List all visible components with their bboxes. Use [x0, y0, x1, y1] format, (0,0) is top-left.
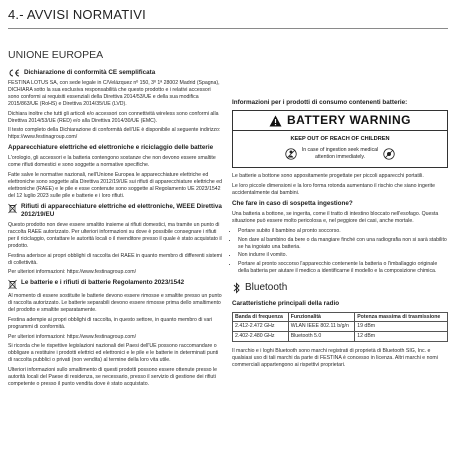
- bluetooth-logo: [232, 281, 448, 294]
- region-subtitle: UNIONE EUROPEA: [8, 49, 104, 61]
- battery-paragraph-2: Festina adempie ai propri obblighi di raccolta, in questo settore, in quanto membro di vari programmi di conformità.: [8, 316, 213, 330]
- warning-title: BATTERY WARNING: [287, 112, 411, 127]
- button-battery-paragraph-1: Le batterie a bottone sono appositamente progettate per piccoli apparecchi portatili.: [232, 173, 424, 180]
- recycling-paragraph-2: Fatte salve le normative nazionali, nell'Unione Europea le apparecchiature elettriche ed elettroniche sono soggette alla Direttiva 2012/19/UE sui rifiuti di apparecchiature elettriche ed elettroniche (RAEE) e le pile e esse contenute sono soggette al Regolamento UE 2023/1542 del 12 luglio 2023 sulle pile e batterie e i loro rifiuti.: [8, 172, 222, 199]
- section-title: 4.- AVVISI NORMATIVI: [8, 7, 146, 22]
- crossed-bin-icon: [8, 203, 17, 214]
- battery-regulation-heading: Le batterie e i rifiuti di batterie Regolamento 2023/1542: [21, 279, 185, 287]
- left-column: [8, 66, 223, 391]
- warning-ingestion-text: [302, 147, 378, 161]
- recycling-heading: Apparecchiature elettriche ed elettroniche e riciclaggio delle batterie: [8, 144, 214, 152]
- radio-specs-table: [232, 312, 448, 343]
- weee-paragraph-1: Questo prodotto non deve essere smaltito insieme ai rifiuti domestici, ma tramite un punto di raccolta RAEE autorizzato. Per ulteriori informazioni su dove è possibile consegnare i rifiuti per il riciclaggio, contattare le autorità locali o il rivenditore presso il quale è stato acquistato il prodotto.: [8, 222, 222, 249]
- ce-mark-icon: [8, 69, 20, 77]
- table-header-row: [233, 312, 448, 322]
- table-row: [233, 322, 448, 332]
- recycling-paragraph-1: L'orologio, gli accessori e la batteria contengono sostanze che non devono essere smaltite come rifiuti domestici e sono soggette a normative specifiche.: [8, 155, 216, 169]
- list-item: • Portare subito il bambino al pronto soccorso.: [238, 228, 448, 235]
- table-row: [233, 332, 448, 342]
- warning-ingestion-line-2: attention immediately.: [314, 153, 366, 160]
- button-battery-paragraph-2: Le loro piccole dimensioni e la loro forma rotonda aumentano il rischio che siano ingerite accidentalmente dai bambini.: [232, 183, 436, 197]
- battery-regulation-heading-row: [8, 279, 223, 290]
- list-item: • Non dare al bambino da bere o da mangiare finché con una radiografia non si sarà stabilito se ha ingoiato una batteria.: [238, 237, 448, 251]
- radio-table-title: Caratteristiche principali della radio: [232, 300, 340, 308]
- bluetooth-icon: [232, 282, 241, 294]
- warning-title-bar: [233, 111, 447, 131]
- table-cell: 12 dBm: [355, 332, 448, 342]
- bluetooth-trademark-paragraph: Il marchio e i loghi Bluetooth sono marchi registrati di proprietà di Bluetooth SIG, Inc. e qualsiasi uso di tali marchi da parte di FESTINA è concesso in licenza. Altri marchi e nomi commerciali appartengono ai rispettivi proprietari.: [232, 348, 438, 368]
- table-cell: 19 dBm: [355, 322, 448, 332]
- weee-heading: Rifiuti di apparecchiature elettriche ed elettroniche, WEEE Direttiva 2012/19/EU: [21, 202, 222, 218]
- ce-paragraph-2: Dichiara inoltre che tutti gli articoli e/o accessori con connettività wireless sono conformi alla Direttiva 2014/53/UE (RED) e/o alla Direttiva 2014/30/UE (EMC).: [8, 110, 219, 124]
- battery-paragraph-4: Ulteriori informazioni sullo smaltimento di questi prodotti possono essere ottenute presso le autorità locali del Paese di residenza, se necessario, presso il servizio di gestione dei rifiuti competente o presso il punto vendita dove è stato acquistato.: [8, 366, 218, 387]
- ce-declaration-heading: Dichiarazione di conformità CE semplificata: [24, 69, 156, 76]
- list-item: • Non indurre il vomito.: [238, 252, 448, 259]
- ce-paragraph-1: FESTINA LOTUS SA, con sede legale in C/Velázquez nº 150, 3º 1ª 28002 Madrid (Spagna), DICHIARA sotto la sua esclusiva responsabilità che questo prodotto e i relativi accessori sono conformi ai requisiti essenziali della Direttiva 2014/53/UE e della sua modifica 2015/863/UE (RoHS) e Direttiva 2014/35/UE (LVD).: [8, 80, 220, 107]
- warning-triangle-icon: [269, 115, 282, 127]
- weee-info-link: Per ulteriori informazioni: https://www.festinagroup.com/: [8, 269, 137, 276]
- table-cell: 2.412-2.472 GHz: [233, 322, 289, 332]
- child-warning-icon: [285, 148, 297, 160]
- right-column: [232, 96, 448, 372]
- weee-paragraph-2: Festina aderisce ai propri obblighi di raccolta dei RAEE in quanto membro di differenti sistemi di collettività.: [8, 252, 223, 266]
- ingestion-warning-icon: [383, 148, 395, 160]
- battery-info-link: Per ulteriori informazioni: https://www.festinagroup.com/: [8, 333, 137, 340]
- warning-ingestion-row: [233, 147, 447, 161]
- ingestion-heading: Che fare in caso di sospetta ingestione?: [232, 199, 353, 207]
- ingestion-paragraph: Una batteria a bottone, se ingerita, come il tratto di intestino bloccato nell'esofago. Questa situazione può essere molto pericolosa e, nel peggiore dei casi, anche mortale.: [232, 211, 439, 225]
- ingestion-steps-list: [232, 228, 448, 275]
- battery-paragraph-1: Al momento di essere sostituite le batterie devono essere rimosse e smaltite presso un punto di raccolta autorizzato. Le batterie separabili devono essere rimosse prima dello smaltimento del prodotto e smaltite separatamente.: [8, 293, 222, 313]
- bluetooth-wordmark: Bluetooth: [245, 282, 288, 294]
- crossed-bin-icon: [8, 279, 17, 290]
- title-divider: [8, 28, 448, 29]
- battery-info-heading: Informazioni per i prodotti di consumo contenenti batterie:: [232, 99, 408, 106]
- column-header: Potenza massima di trasmissione: [355, 312, 448, 322]
- table-cell: 2.402-2.480 GHz: [233, 332, 289, 342]
- list-item: • Portare al pronto soccorso l'apparecchio contenente la batteria o l'imballaggio originale della batteria per aiutare il medico a identificarne il modello e la composizione chimica.: [238, 261, 448, 275]
- table-cell: Bluetooth 5.0: [288, 332, 355, 342]
- column-header: Banda di frequenza: [233, 312, 289, 322]
- battery-warning-box: [232, 110, 448, 168]
- weee-heading-row: [8, 203, 223, 220]
- warning-ingestion-line-1: In case of ingestion seek medical: [301, 146, 379, 153]
- warning-keep-away: KEEP OUT OF REACH OF CHILDREN: [290, 136, 390, 143]
- table-cell: WLAN IEEE 802.11 b/g/n: [288, 322, 355, 332]
- ce-heading-row: [8, 69, 223, 77]
- column-header: Funzionalità: [288, 312, 355, 322]
- ce-paragraph-3: Il testo completo della Dichiarazione di conformità dell'UE è disponibile al seguente indirizzo: https://www.festinagroup.com/: [8, 127, 221, 141]
- battery-paragraph-3: Si ricorda che le rispettive legislazioni nazionali dei Paesi dell'UE possono raccomandare o obbligare a restituire i prodotti elettrici ed elettronici e le pile e le batterie in determinati punti di raccolta pubblici o privati (non vendita) al termine della loro vita utile.: [8, 343, 219, 364]
